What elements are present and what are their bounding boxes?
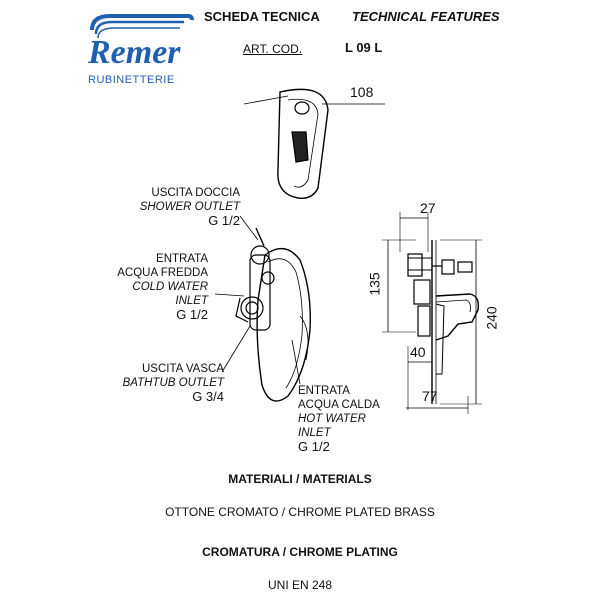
materials-value: OTTONE CROMATO / CHROME PLATED BRASS bbox=[165, 505, 435, 519]
dim-135: 135 bbox=[366, 272, 383, 296]
dim-77: 77 bbox=[422, 388, 438, 404]
bath-en: BATHTUB OUTLET bbox=[122, 377, 224, 389]
label-hot-inlet bbox=[298, 384, 408, 454]
label-shower-outlet bbox=[118, 186, 240, 228]
header-technical: TECHNICAL FEATURES bbox=[352, 9, 500, 24]
logo-subtitle: RUBINETTERIE bbox=[88, 74, 175, 86]
cold-en1: COLD WATER bbox=[132, 281, 208, 293]
cold-it1: ENTRATA bbox=[156, 253, 208, 265]
hot-en2: INLET bbox=[298, 427, 331, 439]
art-code-label: ART. COD. bbox=[243, 42, 303, 56]
label-bathtub-outlet bbox=[100, 362, 224, 404]
hot-size: G 1/2 bbox=[298, 439, 330, 454]
plating-title: CROMATURA / CHROME PLATING bbox=[202, 545, 398, 559]
dim-27: 27 bbox=[420, 200, 436, 216]
dim-40: 40 bbox=[410, 344, 426, 360]
shower-en: SHOWER OUTLET bbox=[139, 201, 240, 213]
cold-en2: INLET bbox=[175, 295, 208, 307]
logo-wordmark: Remer bbox=[88, 34, 181, 71]
bath-size: G 3/4 bbox=[192, 389, 224, 404]
art-code-value: L 09 L bbox=[345, 40, 383, 55]
cold-size: G 1/2 bbox=[176, 307, 208, 322]
hot-it2: ACQUA CALDA bbox=[298, 399, 380, 411]
hot-it1: ENTRATA bbox=[298, 385, 350, 397]
dim-240: 240 bbox=[483, 306, 500, 330]
label-cold-inlet bbox=[100, 252, 208, 322]
plating-value: UNI EN 248 bbox=[267, 578, 333, 592]
shower-size: G 1/2 bbox=[208, 213, 240, 228]
bath-it: USCITA VASCA bbox=[141, 363, 224, 375]
dim-108: 108 bbox=[350, 84, 374, 100]
shower-it: USCITA DOCCIA bbox=[151, 187, 240, 199]
hot-en1: HOT WATER bbox=[298, 413, 366, 425]
materials-title: MATERIALI / MATERIALS bbox=[228, 472, 372, 486]
header-scheda: SCHEDA TECNICA bbox=[204, 9, 320, 24]
cold-it2: ACQUA FREDDA bbox=[117, 267, 208, 279]
